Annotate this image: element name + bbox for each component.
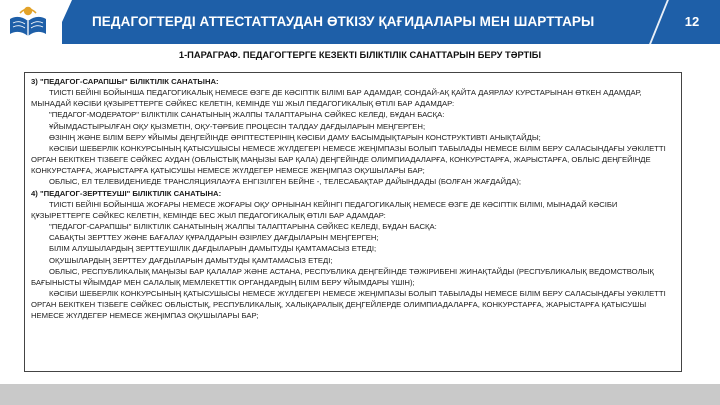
page-title: ПЕДАГОГТЕРДІ АТТЕСТАТТАУДАН ӨТКІЗУ ҚАҒИДАЛАРЫ МЕН ШАРТТАРЫ xyxy=(92,14,595,29)
paragraph: ТИІСТІ БЕЙІНІ БОЙЫНША ПЕДАГОГИКАЛЫҚ НЕМЕСЕ ӨЗГЕ ДЕ КӘСІПТІК БІЛІМІ БАР АДАМДАР, СОНДАЙ-АҚ ҚАЙТА ДАЯРЛАУ КУРСТАРЫНАН ӨТКЕН АДАМДАР, МЫНАДАЙ КӘСІБИ ҚҰЗЫРЕТТЕРГЕ СӘЙКЕС КЕЛЕТІН, КЕМІНДЕ ҮШ ЖЫЛ ПЕДАГОГИКАЛЫҚ ӨТІЛІ БАР АДАМДАР: xyxy=(31,88,642,109)
list-item: САБАҚТЫ ЗЕРТТЕУ ЖӘНЕ БАҒАЛАУ ҚҰРАЛДАРЫН ӘЗІРЛЕУ ДАҒДЫЛАРЫН МЕҢГЕРГЕН; xyxy=(49,233,379,243)
page-number: 12 xyxy=(684,14,700,29)
paragraph: "ПЕДАГОГ-САРАПШЫ" БІЛІКТІЛІК САНАТЫНЫҢ ЖАЛПЫ ТАЛАПТАРЫНА СӘЙКЕС КЕЛЕДІ, БҰДАН БАСҚА: xyxy=(49,222,437,232)
page-number-divider xyxy=(649,0,669,44)
list-item: КӘСІБИ ШЕБЕРЛІК КОНКУРСЫНЫҢ ҚАТЫСУШЫСЫ НЕМЕСЕ ЖҮЛДЕГЕРІ НЕМЕСЕ ЖЕҢІМПАЗЫ БОЛЫП ТАБЫЛАДЫ НЕМЕСЕ БІЛІМ БЕРУ САЛАСЫНДАҒЫ УӘКІЛЕТТІ ОРГАН БЕКІТКЕН ТІЗБЕГЕ СӘЙКЕС АУДАН (ОБЛЫСТЫҚ МАҢЫЗЫ БАР ҚАЛА) ДЕҢГЕЙІНДЕ ОЛИМПИАДАЛАРҒА, КОНКУРСТАРҒА, ЖАРЫСТАРҒА, ОБЛЫС ДЕҢГЕЙІНДЕ КОНКУРСТАРҒА, ЖАРЫСТАРҒА ҚАТЫСУШЫ НЕМЕСЕ ЖҮЛДЕГЕР НЕМЕСЕ ЖЕҢІМПАЗ ОҚУШЫЛАРЫ БАР; xyxy=(31,143,666,176)
list-item: БІЛІМ АЛУШЫЛАРДЫҢ ЗЕРТТЕУШІЛІК ДАҒДЫЛАРЫН ДАМЫТУДЫ ҚАМТАМАСЫЗ ЕТЕДІ; xyxy=(49,244,377,254)
content-box xyxy=(24,72,682,372)
list-item: ОҚУШЫЛАРДЫҢ ЗЕРТТЕУ ДАҒДЫЛАРЫН ДАМЫТУДЫ ҚАМТАМАСЫЗ ЕТЕДІ; xyxy=(49,255,333,265)
footer-bar xyxy=(0,384,720,405)
list-item: ОБЛЫС, ЕЛ ТЕЛЕВИДЕНИЕДЕ ТРАНСЛЯЦИЯЛАУҒА ЕНГІЗІЛГЕН БЕЙНЕ -, ТЕЛЕСАБАҚТАР ДАЙЫНДАДЫ (БОЛҒАН ЖАҒДАЙДА); xyxy=(49,177,522,187)
section-heading-3: 3) "ПЕДАГОГ-САРАПШЫ" БІЛІКТІЛІК САНАТЫНА: xyxy=(31,77,219,86)
list-item: КӘСІБИ ШЕБЕРЛІК КОНКУРСЫНЫҢ ҚАТЫСУШЫСЫ НЕМЕСЕ ЖҮЛДЕГЕРІ НЕМЕСЕ ЖЕҢІМПАЗЫ БОЛЫП ТАБЫЛАДЫ НЕМЕСЕ БІЛІМ БЕРУ САЛАСЫНДАҒЫ УӘКІЛЕТТІ ОРГАН БЕКІТКЕН ТІЗБЕГЕ СӘЙКЕС ОБЛЫСТЫҚ, РЕСПУБЛИКАЛЫҚ, ХАЛЫҚАРАЛЫҚ ДЕҢГЕЙЛЕРДЕ ОЛИМПИАДАЛАРҒА, КОНКУРСТАРҒА, ЖАРЫСТАРҒА ҚАТЫСУШЫ НЕМЕСЕ ЖҮЛДЕГЕР НЕМЕСЕ ЖЕҢІМПАЗ ОҚУШЫЛАРЫ БАР; xyxy=(31,288,666,321)
book-logo-icon xyxy=(6,3,50,41)
logo-box xyxy=(0,0,62,44)
section-subtitle: 1-ПАРАГРАФ. ПЕДАГОГТЕРГЕ КЕЗЕКТІ БІЛІКТІЛІК САНАТТАРЫН БЕРУ ТӘРТІБІ xyxy=(178,50,542,60)
list-item: ӨЗІНІҢ ЖӘНЕ БІЛІМ БЕРУ ҰЙЫМЫ ДЕҢГЕЙІНДЕ ӘРІПТЕСТЕРІНІҢ КӘСІБИ ДАМУ БАСЫМДЫҚТАРЫН КОНСТРУКТИВТІ АНЫҚТАЙДЫ; xyxy=(49,132,541,142)
section-heading-4: 4) "ПЕДАГОГ-ЗЕРТТЕУШІ" БІЛІКТІЛІК САНАТЫНА: xyxy=(31,188,222,198)
list-item: ҰЙЫМДАСТЫРЫЛҒАН ОҚУ ҚЫЗМЕТІН, ОҚУ-ТӘРБИЕ ПРОЦЕСІН ТАЛДАУ ДАҒДЫЛАРЫН МЕҢГЕРГЕН; xyxy=(49,121,426,131)
paragraph: "ПЕДАГОГ-МОДЕРАТОР" БІЛІКТІЛІК САНАТЫНЫҢ ЖАЛПЫ ТАЛАПТАРЫНА СӘЙКЕС КЕЛЕДІ, БҰДАН БАСҚА: xyxy=(49,110,445,120)
header-bar xyxy=(0,0,720,44)
list-item: ОБЛЫС, РЕСПУБЛИКАЛЫҚ МАҢЫЗЫ БАР ҚАЛАЛАР ЖӘНЕ АСТАНА, РЕСПУБЛИКА ДЕҢГЕЙІНДЕ ТӘЖІРИБЕНІ ЖИНАҚТАЙДЫ (РЕСПУБЛИКАЛЫҚ ВЕДОМСТВОЛЫҚ БАҒЫНЫСТЫ ҰЙЫМДАР МЕН САЛАЛЫҚ МЕМЛЕКЕТТІК ОРГАНДАРДЫҢ БІЛІМ БЕРУ ҰЙЫМДАРЫ ҮШІН); xyxy=(31,266,654,287)
paragraph: ТИІСТІ БЕЙІНІ БОЙЫНША ЖОҒАРЫ НЕМЕСЕ ЖОҒАРЫ ОҚУ ОРНЫНАН КЕЙІНГІ ПЕДАГОГИКАЛЫҚ НЕМЕСЕ ӨЗГЕ ДЕ КӘСІПТІК БІЛІМІ, МЫНАДАЙ КӘСІБИ ҚҰЗЫРЕТТЕРГЕ СӘЙКЕС КЕЛЕТІН, КЕМІНДЕ БЕС ЖЫЛ ПЕДАГОГИКАЛЫҚ ӨТІЛІ БАР АДАМДАР: xyxy=(31,199,618,220)
